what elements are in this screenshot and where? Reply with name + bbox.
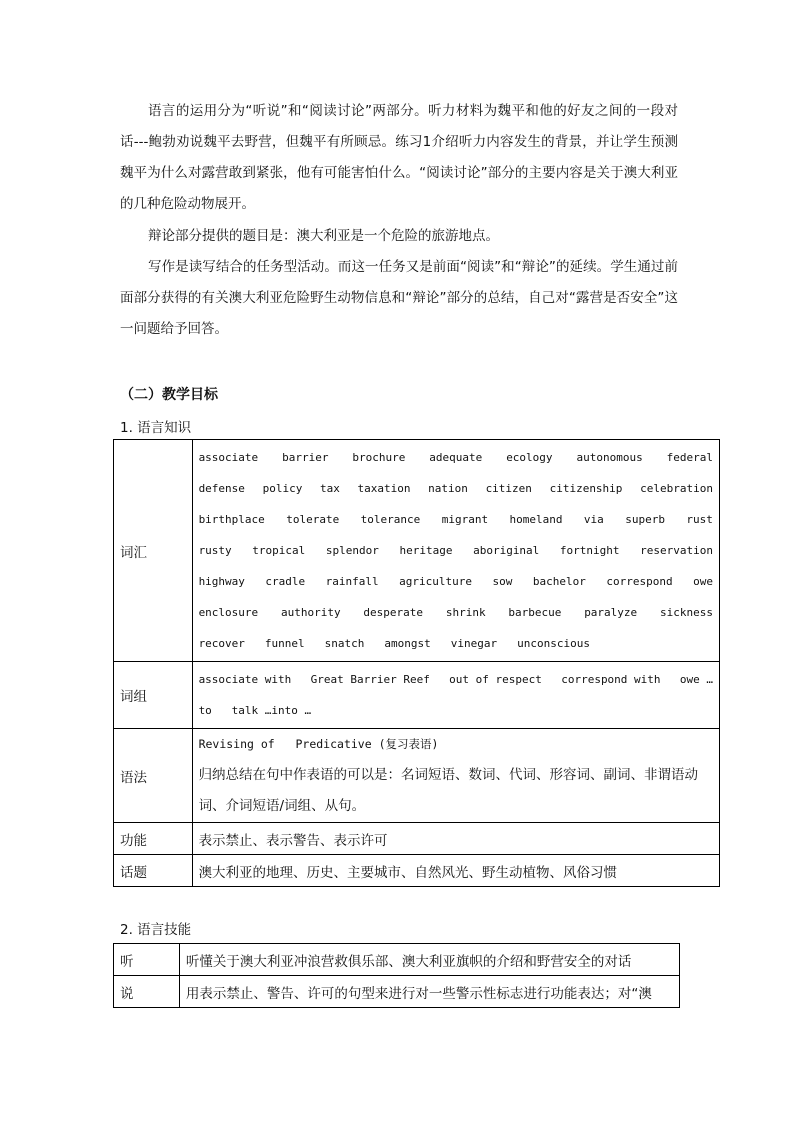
vocab-word: migrant xyxy=(441,513,489,526)
vocab-word: adequate xyxy=(429,451,483,464)
vocab-word: funnel xyxy=(264,637,305,650)
subsection-1-title: 1. 语言知识 xyxy=(120,420,192,436)
vocab-line xyxy=(199,504,713,535)
vocab-word: birthplace xyxy=(198,513,265,526)
vocab-word: cradle xyxy=(265,575,306,588)
vocab-word: sow xyxy=(492,575,513,588)
vocab-line xyxy=(199,597,713,628)
vocab-word: shrink xyxy=(445,606,486,619)
vocab-word: tolerate xyxy=(286,513,340,526)
vocab-word: barbecue xyxy=(508,606,562,619)
vocab-word: homeland xyxy=(509,513,563,526)
vocab-word: brochure xyxy=(352,451,406,464)
grammar-description: 归纳总结在句中作表语的可以是：名词短语、数词、代词、形容词、副词、非谓语动词、介词短语/词组、从句。 xyxy=(198,767,699,814)
function-label: 功能 xyxy=(114,823,193,855)
phrase-item: owe … xyxy=(679,673,713,686)
vocab-word: owe xyxy=(693,575,713,588)
vocab-label: 词汇 xyxy=(114,440,193,662)
vocab-word: vinegar xyxy=(450,637,498,650)
phrase-label: 词组 xyxy=(114,662,193,729)
intro-paragraph-1: 语言的运用分为“听说”和“阅读讨论”两部分。听力材料为魏平和他的好友之间的一段对话---鲍勃劝说魏平去野营，但魏平有所顾忌。练习1介绍听力内容发生的背景，并让学生预测魏平为什么对露营敢到紧张，他有可能害怕什么。“阅读讨论”部分的主要内容是关于澳大利亚的几种危险动物展开。 xyxy=(120,103,678,212)
vocab-word: federal xyxy=(666,451,713,464)
vocab-word: correspond xyxy=(606,575,673,588)
phrase-item: correspond with xyxy=(561,673,661,686)
vocab-word: defense xyxy=(198,482,245,495)
intro-paragraph-2: 辩论部分提供的题目是：澳大利亚是一个危险的旅游地点。 xyxy=(148,228,499,244)
vocab-word: tropical xyxy=(252,544,306,557)
vocab-word: rainfall xyxy=(325,575,379,588)
subsection-2-title: 2. 语言技能 xyxy=(120,922,192,938)
vocab-word: paralyze xyxy=(584,606,638,619)
vocab-word: rusty xyxy=(198,544,232,557)
function-row xyxy=(114,823,720,855)
vocab-word: superb xyxy=(625,513,665,526)
vocab-word: authority xyxy=(280,606,341,619)
vocab-word: nation xyxy=(428,482,468,495)
vocab-word: aboriginal xyxy=(473,544,540,557)
vocab-word: amongst xyxy=(384,637,431,650)
vocab-word: splendor xyxy=(325,544,379,557)
grammar-heading: Revising of Predicative (复习表语) xyxy=(198,737,439,751)
vocab-word: citizen xyxy=(485,482,532,495)
phrase-item: Great Barrier Reef xyxy=(310,673,430,686)
language-skills-table xyxy=(113,943,680,1008)
grammar-row xyxy=(114,729,720,823)
speaking-text: 用表示禁止、警告、许可的句型来进行对一些警示性标志进行功能表达；对“澳 xyxy=(179,976,679,1008)
speaking-row xyxy=(114,976,680,1008)
vocab-word: policy xyxy=(262,482,303,495)
vocab-word: enclosure xyxy=(198,606,259,619)
vocab-word: citizenship xyxy=(549,482,623,495)
vocab-word: ecology xyxy=(506,451,553,464)
vocab-word: bachelor xyxy=(532,575,586,588)
vocab-word: desperate xyxy=(363,606,424,619)
grammar-cell xyxy=(192,729,719,823)
vocab-word: rust xyxy=(686,513,713,526)
vocab-row xyxy=(114,440,720,662)
vocab-line xyxy=(199,535,713,566)
vocab-word: via xyxy=(583,513,604,526)
phrase-line-1 xyxy=(199,664,713,695)
vocab-line xyxy=(199,473,713,504)
vocab-word: heritage xyxy=(399,544,453,557)
intro-paragraph-3: 写作是读写结合的任务型活动。而这一任务又是前面“阅读”和“辩论”的延续。学生通过前面部分获得的有关澳大利亚危险野生动物信息和“辩论”部分的总结，自己对“露营是否安全”这一问题给予回答。 xyxy=(120,259,678,337)
language-knowledge-table xyxy=(113,439,720,887)
vocab-cell xyxy=(192,440,719,662)
phrase-row xyxy=(114,662,720,729)
vocab-word: agriculture xyxy=(399,575,473,588)
topic-text: 澳大利亚的地理、历史、主要城市、自然风光、野生动植物、风俗习惯 xyxy=(192,855,719,887)
vocab-word: barrier xyxy=(282,451,329,464)
vocab-word: autonomous xyxy=(576,451,643,464)
vocab-word: sickness xyxy=(659,606,713,619)
vocab-word: fortnight xyxy=(559,544,620,557)
phrase-item: out of respect xyxy=(449,673,542,686)
listening-row xyxy=(114,944,680,976)
vocab-word: recover xyxy=(198,637,245,650)
vocab-line xyxy=(199,442,713,473)
listening-text: 听懂关于澳大利亚冲浪营救俱乐部、澳大利亚旗帜的介绍和野营安全的对话 xyxy=(179,944,679,976)
vocab-line xyxy=(199,628,713,659)
vocab-word: celebration xyxy=(640,482,713,495)
vocab-word: tax xyxy=(319,482,340,495)
topic-label: 话题 xyxy=(114,855,193,887)
vocab-word: reservation xyxy=(640,544,713,557)
vocab-word: tolerance xyxy=(360,513,421,526)
function-text: 表示禁止、表示警告、表示许可 xyxy=(192,823,719,855)
vocab-word: taxation xyxy=(357,482,411,495)
phrase-line-2: to talk …into … xyxy=(198,704,312,717)
grammar-label: 语法 xyxy=(114,729,193,823)
vocab-word: snatch xyxy=(324,637,365,650)
vocab-line xyxy=(199,566,713,597)
listening-label: 听 xyxy=(114,944,180,976)
vocab-word: highway xyxy=(198,575,245,588)
topic-row xyxy=(114,855,720,887)
phrase-item: associate with xyxy=(198,673,292,686)
vocab-word: unconscious xyxy=(517,637,590,650)
section-title: （二）教学目标 xyxy=(120,387,218,403)
vocab-list xyxy=(199,442,713,659)
vocab-word: associate xyxy=(198,451,259,464)
phrase-cell xyxy=(192,662,719,729)
speaking-label: 说 xyxy=(114,976,180,1008)
